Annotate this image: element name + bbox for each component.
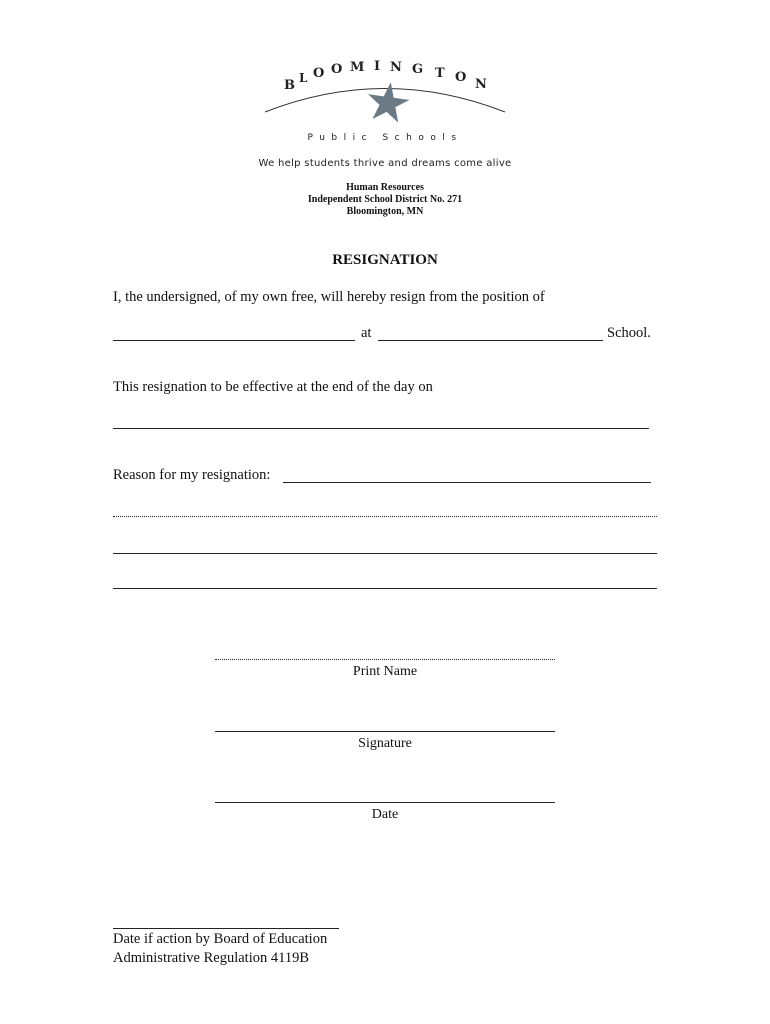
district-city: Bloomington, MN [346, 206, 424, 217]
position-field[interactable] [113, 340, 355, 341]
school-label: School. [607, 325, 651, 341]
school-field[interactable] [378, 340, 603, 341]
page-title: RESIGNATION [332, 252, 438, 268]
effective-date-field[interactable] [113, 428, 649, 429]
star-icon [365, 79, 412, 123]
svg-text:N: N [390, 60, 402, 75]
svg-text:L: L [299, 71, 308, 85]
svg-text:M: M [350, 60, 365, 75]
signature-label: Signature [358, 736, 412, 751]
logo-subtitle: Public Schools [307, 133, 463, 143]
reason-line-3[interactable] [113, 553, 657, 554]
board-date-label: Date if action by Board of Education [113, 931, 328, 947]
svg-text:T: T [435, 66, 445, 81]
reason-label: Reason for my resignation: [113, 467, 271, 483]
svg-text:O: O [313, 66, 325, 81]
logo-letter: B [284, 78, 295, 93]
print-name-field[interactable] [215, 659, 555, 660]
board-date-field[interactable] [113, 928, 339, 929]
intro-text: I, the undersigned, of my own free, will hereby resign from the position of [113, 289, 545, 305]
regulation-number: Administrative Regulation 4119B [113, 950, 309, 966]
svg-text:I: I [374, 59, 381, 74]
district-name: Independent School District No. 271 [307, 194, 463, 205]
print-name-label: Print Name [352, 664, 418, 679]
at-label: at [361, 325, 372, 341]
effective-text: This resignation to be effective at the end of the day on [113, 379, 433, 395]
district-tagline: We help students thrive and dreams come alive [258, 158, 512, 169]
svg-text:N: N [475, 77, 487, 92]
date-label: Date [371, 807, 399, 822]
reason-line-2[interactable] [113, 516, 657, 517]
svg-text:G: G [412, 62, 424, 77]
signature-field[interactable] [215, 731, 555, 732]
svg-text:O: O [331, 62, 343, 77]
svg-text:O: O [455, 70, 467, 85]
date-field[interactable] [215, 802, 555, 803]
reason-line-4[interactable] [113, 588, 657, 589]
reason-field[interactable] [283, 482, 651, 483]
department-address [0, 182, 770, 218]
department-name: Human Resources [346, 182, 424, 193]
